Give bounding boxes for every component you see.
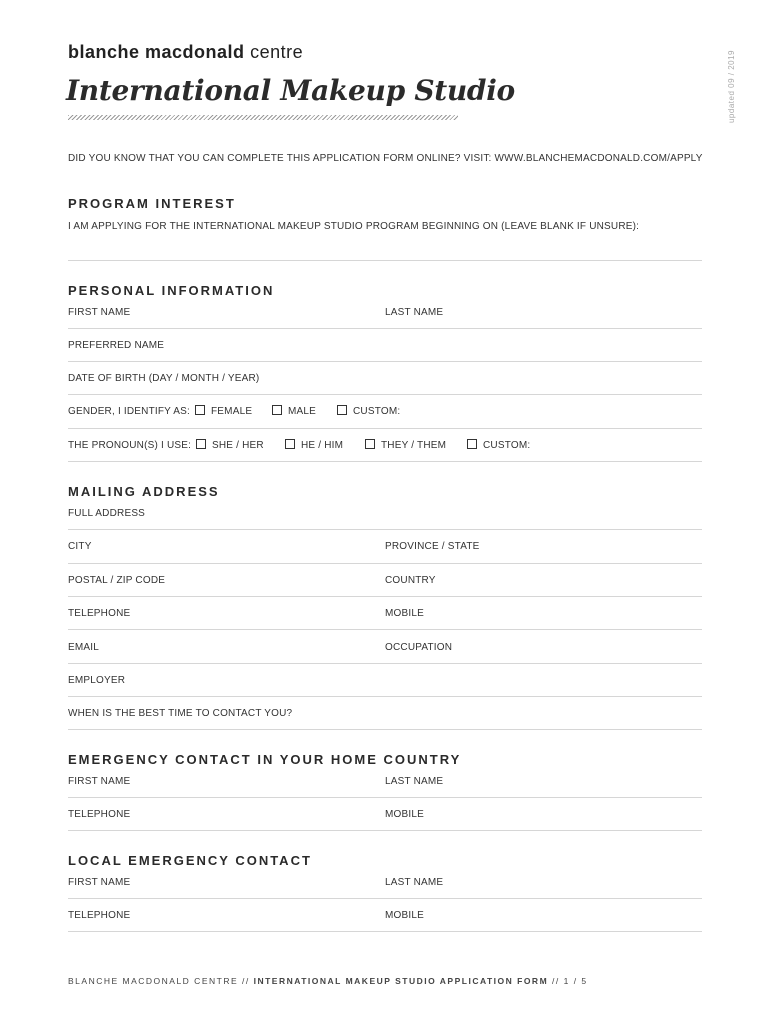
emergency-home-name-field[interactable] [68, 797, 702, 798]
best-time-label: WHEN IS THE BEST TIME TO CONTACT YOU? [68, 708, 293, 719]
gender-male-option[interactable] [272, 405, 316, 417]
gender-label: GENDER, I IDENTIFY AS: [68, 406, 191, 417]
checkbox-icon[interactable] [195, 405, 205, 415]
employer-field[interactable] [68, 696, 702, 697]
pronoun-he-label: HE / HIM [301, 440, 344, 451]
emergency-local-first-name-label: FIRST NAME [68, 877, 131, 888]
checkbox-icon[interactable] [337, 405, 347, 415]
dob-label: DATE OF BIRTH (DAY / MONTH / YEAR) [68, 373, 260, 384]
email-label: EMAIL [68, 642, 100, 653]
gender-female-label: FEMALE [211, 406, 253, 417]
intro-text: DID YOU KNOW THAT YOU CAN COMPLETE THIS APPLICATION FORM ONLINE? VISIT: WWW.BLANCHEMACDONALD.COM/APPLY [68, 153, 703, 164]
last-name-label: LAST NAME [385, 307, 444, 318]
pronoun-she-option[interactable] [196, 439, 264, 451]
page-title: International Makeup Studio [66, 74, 515, 107]
emergency-home-telephone-label: TELEPHONE [68, 809, 131, 820]
footer-page-number: // 1 / 5 [552, 976, 588, 986]
emergency-home-phone-field[interactable] [68, 830, 702, 831]
pronoun-they-label: THEY / THEM [381, 440, 447, 451]
checkbox-icon[interactable] [467, 439, 477, 449]
pronoun-she-label: SHE / HER [212, 440, 264, 451]
pronoun-they-option[interactable] [365, 439, 446, 451]
gender-field[interactable] [68, 428, 702, 429]
emergency-local-phone-field[interactable] [68, 931, 702, 932]
gender-row [68, 406, 190, 417]
program-interest-heading: PROGRAM INTEREST [68, 196, 236, 211]
province-label: PROVINCE / STATE [385, 541, 480, 552]
checkbox-icon[interactable] [285, 439, 295, 449]
program-start-field[interactable] [68, 260, 702, 261]
telephone-mobile-field[interactable] [68, 629, 702, 630]
emergency-home-first-name-label: FIRST NAME [68, 776, 131, 787]
preferred-name-label: PREFERRED NAME [68, 340, 165, 351]
page-footer [68, 976, 588, 986]
footer-form-name: INTERNATIONAL MAKEUP STUDIO APPLICATION FORM [253, 976, 549, 986]
pronoun-custom-label: CUSTOM: [483, 440, 531, 451]
gender-female-option[interactable] [195, 405, 252, 417]
personal-info-heading: PERSONAL INFORMATION [68, 283, 275, 298]
full-address-field[interactable] [68, 529, 702, 530]
decorative-divider [68, 115, 458, 120]
best-time-field[interactable] [68, 729, 702, 730]
city-label: CITY [68, 541, 92, 552]
emergency-home-mobile-label: MOBILE [385, 809, 424, 820]
occupation-label: OCCUPATION [385, 642, 453, 653]
emergency-local-telephone-label: TELEPHONE [68, 910, 131, 921]
pronoun-label: THE PRONOUN(S) I USE: [68, 440, 192, 451]
dob-field[interactable] [68, 394, 702, 395]
pronoun-he-option[interactable] [285, 439, 343, 451]
gender-male-label: MALE [288, 406, 317, 417]
checkbox-icon[interactable] [365, 439, 375, 449]
emergency-local-last-name-label: LAST NAME [385, 877, 444, 888]
first-last-name-field[interactable] [68, 328, 702, 329]
postal-country-field[interactable] [68, 596, 702, 597]
program-interest-prompt: I AM APPLYING FOR THE INTERNATIONAL MAKEUP STUDIO PROGRAM BEGINNING ON (LEAVE BLANK IF UNSURE): [68, 221, 640, 232]
city-province-field[interactable] [68, 563, 702, 564]
emergency-local-mobile-label: MOBILE [385, 910, 424, 921]
full-address-label: FULL ADDRESS [68, 508, 146, 519]
gender-custom-label: CUSTOM: [353, 406, 401, 417]
brand-name-bold: blanche macdonald [68, 42, 245, 62]
postal-label: POSTAL / ZIP CODE [68, 575, 166, 586]
footer-brand: BLANCHE MACDONALD CENTRE // [68, 976, 250, 986]
pronoun-custom-option[interactable] [467, 439, 530, 451]
emergency-local-name-field[interactable] [68, 898, 702, 899]
brand-name-light: centre [250, 42, 304, 62]
pronoun-field[interactable] [68, 461, 702, 462]
checkbox-icon[interactable] [272, 405, 282, 415]
gender-custom-option[interactable] [337, 405, 400, 417]
telephone-label: TELEPHONE [68, 608, 131, 619]
emergency-home-heading: EMERGENCY CONTACT IN YOUR HOME COUNTRY [68, 752, 462, 767]
employer-label: EMPLOYER [68, 675, 126, 686]
mobile-label: MOBILE [385, 608, 424, 619]
preferred-name-field[interactable] [68, 361, 702, 362]
brand-logo [68, 42, 303, 63]
emergency-home-last-name-label: LAST NAME [385, 776, 444, 787]
email-occupation-field[interactable] [68, 663, 702, 664]
first-name-label: FIRST NAME [68, 307, 131, 318]
checkbox-icon[interactable] [196, 439, 206, 449]
country-label: COUNTRY [385, 575, 436, 586]
updated-date: updated 09 / 2019 [727, 50, 736, 124]
mailing-address-heading: MAILING ADDRESS [68, 484, 220, 499]
emergency-local-heading: LOCAL EMERGENCY CONTACT [68, 853, 312, 868]
